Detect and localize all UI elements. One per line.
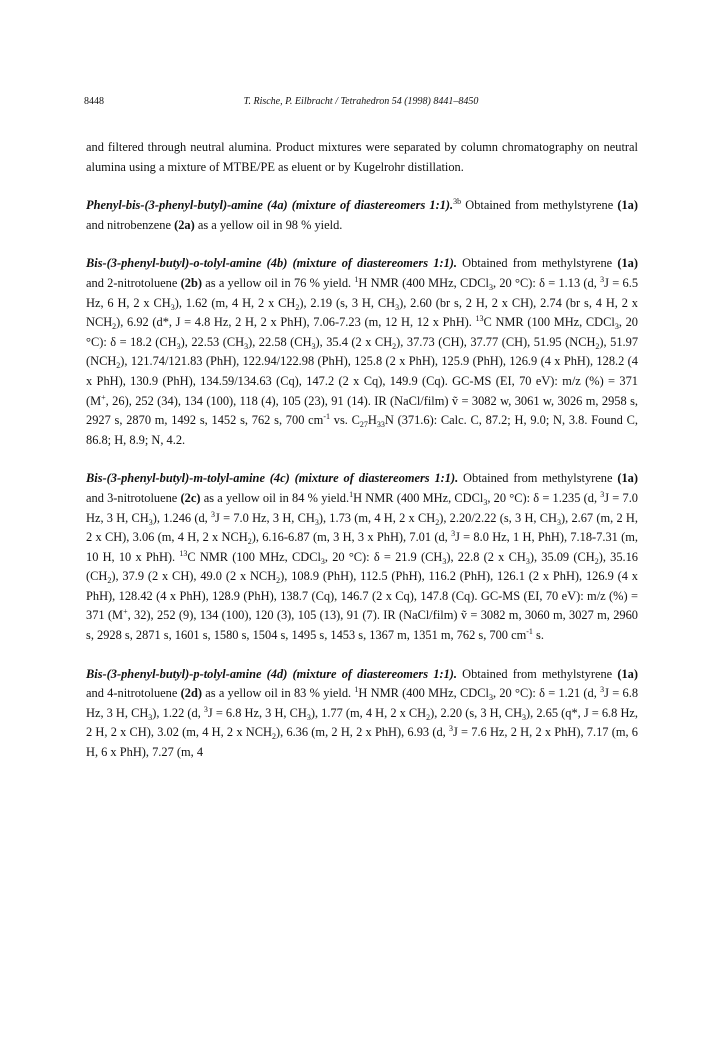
experimental-section xyxy=(86,138,638,763)
compound-4b-title: Bis-(3-phenyl-butyl)-o-tolyl-amine (4b) (mixture of diastereomers 1:1). xyxy=(86,256,457,271)
compound-4c-title: Bis-(3-phenyl-butyl)-m-tolyl-amine (4c) (mixture of diastereomers 1:1). xyxy=(86,471,459,486)
compound-4b-paragraph: Bis-(3-phenyl-butyl)-o-tolyl-amine (4b) (mixture of diastereomers 1:1). Obtained from methylstyrene (1a) and 2-nitrotoluene (2b) as a yellow oil in 76 % yield. $^1$H NMR (400 MHz, CDCl$_3$, 20 °C): δ = 1.13 (d, $^3$J = 6.5 Hz, 6 H, 2 x $CH_3$), 1.62 (m, 4 H, 2 x $CH_2$), 2.19 (s, 3 H, $CH_3$), 2.60 (br s, 2 H, 2 x CH), 2.74 (br s, 4 H, 2 x $NCH_2$), 6.92 (d*, J = 4.8 Hz, 2 H, 2 x PhH), 7.06-7.23 (m, 12 H, 12 x PhH). $^{13}$C NMR (100 MHz, CDCl$_3$, 20 °C): δ = 18.2 $(CH_3)$, 22.53 $(CH_3)$, 22.58 $(CH_3)$, 35.4 (2 x $CH_2$), 37.73 (CH), 37.77 (CH), 51.95 $(NCH_2)$, 51.97 $(NCH_2)$, 121.74/121.83 (PhH), 122.94/122.98 (PhH), 125.8 (2 x PhH), 125.9 (PhH), 126.9 (4 x PhH), 128.2 (4 x PhH), 130.9 (PhH), 134.59/134.63 (Cq), 147.2 (2 x Cq), 149.9 (Cq). GC-MS (EI, 70 eV): m/z (%) = 371 (M+, 26), 252 (34), 134 (100), 118 (4), 105 (23), 91 (14). IR (NaCl/film) ṽ = 3082 w, 3061 w, 3026 m, 2958 s, 2927 s, 2870 m, 1492 s, 1452 s, 762 s, 700 $cm^{-1}$ vs. $C_{27}H_{33}N$ (371.6): Calc. C, 87.2; H, 9.0; N, 3.8. Found C, 86.8; H, 8.9; N, 4.2. xyxy=(86,256,639,447)
reference-superscript: 3b xyxy=(453,197,462,207)
intro-paragraph: and filtered through neutral alumina. Product mixtures were separated by column chromatography on neutral alumina using a mixture of MTBE/PE as eluent or by Kugelrohr distillation. xyxy=(86,140,638,174)
compound-4d-paragraph: Bis-(3-phenyl-butyl)-p-tolyl-amine (4d) (mixture of diastereomers 1:1). Obtained from methylstyrene (1a) and 4-nitrotoluene (2d) as a yellow oil in 83 % yield. $^1$H NMR (400 MHz, CDCl$_3$, 20 °C): δ = 1.21 (d, $^3$J = 6.8 Hz, 3 H, $CH_3$), 1.22 (d, $^3$J = 6.8 Hz, 3 H, $CH_3$), 1.77 (m, 4 H, 2 x $CH_2$), 2.20 (s, 3 H, $CH_3$), 2.65 (q*, J = 6.8 Hz, 2 H, 2 x CH), 3.02 (m, 4 H, 2 x $NCH_2$), 6.36 (m, 2 H, 2 x PhH), 6.93 (d, $^3$J = 7.6 Hz, 2 H, 2 x PhH), 7.17 (m, 6 H, 6 x PhH), 7.27 (m, 4 xyxy=(86,666,639,760)
compound-label: (2c) xyxy=(180,490,201,505)
compound-4c-paragraph: Bis-(3-phenyl-butyl)-m-tolyl-amine (4c) (mixture of diastereomers 1:1). Obtained from methylstyrene (1a) and 3-nitrotoluene (2c) as a yellow oil in 84 % yield.$^1$H NMR (400 MHz, CDCl$_3$, 20 °C): δ = 1.235 (d, $^3$J = 7.0 Hz, 3 H, $CH_3$), 1.246 (d, $^3$J = 7.0 Hz, 3 H, $CH_3$), 1.73 (m, 4 H, 2 x $CH_2$), 2.20/2.22 (s, 3 H, $CH_3$), 2.67 (m, 2 H, 2 x CH), 3.06 (m, 4 H, 2 x $NCH_2$), 6.16-6.87 (m, 3 H, 3 x PhH), 7.01 (d, $^3$J = 8.0 Hz, 1 H, PhH), 7.18-7.31 (m, 10 H, 10 x PhH). $^{13}$C NMR (100 MHz, CDCl$_3$, 20 °C): δ = 21.9 $(CH_3)$, 22.8 (2 x $CH_3$), 35.09 $(CH_2)$, 35.16 $(CH_2)$, 37.9 (2 x CH), 49.0 (2 x $NCH_2$), 108.9 (PhH), 112.5 (PhH), 116.2 (PhH), 126.1 (2 x PhH), 126.9 (4 x PhH), 128.42 (4 x PhH), 128.9 (PhH), 138.7 (Cq), 146.7 (2 x Cq), 147.8 (Cq). GC-MS (EI, 70 eV): m/z (%) = 371 (M+, 32), 252 (9), 134 (100), 120 (3), 105 (13), 91 (7). IR (NaCl/film) ṽ = 3082 m, 3060 m, 3027 m, 2960 s, 2928 s, 2871 s, 1601 s, 1580 s, 1504 s, 1495 s, 1453 s, 1367 m, 1351 m, 762 s, 700 $cm^{-1}$ s. xyxy=(86,471,639,643)
page-header xyxy=(84,96,638,110)
compound-label: (1a) xyxy=(617,256,638,271)
compound-4a-paragraph: Phenyl-bis-(3-phenyl-butyl)-amine (4a) (mixture of diastereomers 1:1).$^{3b}$ Obtained from methylstyrene (1a) and nitrobenzene (2a) as a yellow oil in 98 % yield. xyxy=(86,197,638,232)
compound-4a-title: Phenyl-bis-(3-phenyl-butyl)-amine (4a) (mixture of diastereomers 1:1). xyxy=(86,198,454,213)
compound-label: (1a) xyxy=(617,666,638,681)
compound-label: (2d) xyxy=(180,686,202,701)
compound-label: (2a) xyxy=(174,217,195,232)
compound-label: (1a) xyxy=(617,471,638,486)
compound-label: (1a) xyxy=(617,198,638,213)
compound-label: (2b) xyxy=(180,275,202,290)
compound-4d-title: Bis-(3-phenyl-butyl)-p-tolyl-amine (4d) (mixture of diastereomers 1:1). xyxy=(86,666,457,681)
running-head: T. Rische, P. Eilbracht / Tetrahedron 54 (1998) 8441–8450 xyxy=(243,96,479,107)
page-number: 8448 xyxy=(84,96,104,107)
